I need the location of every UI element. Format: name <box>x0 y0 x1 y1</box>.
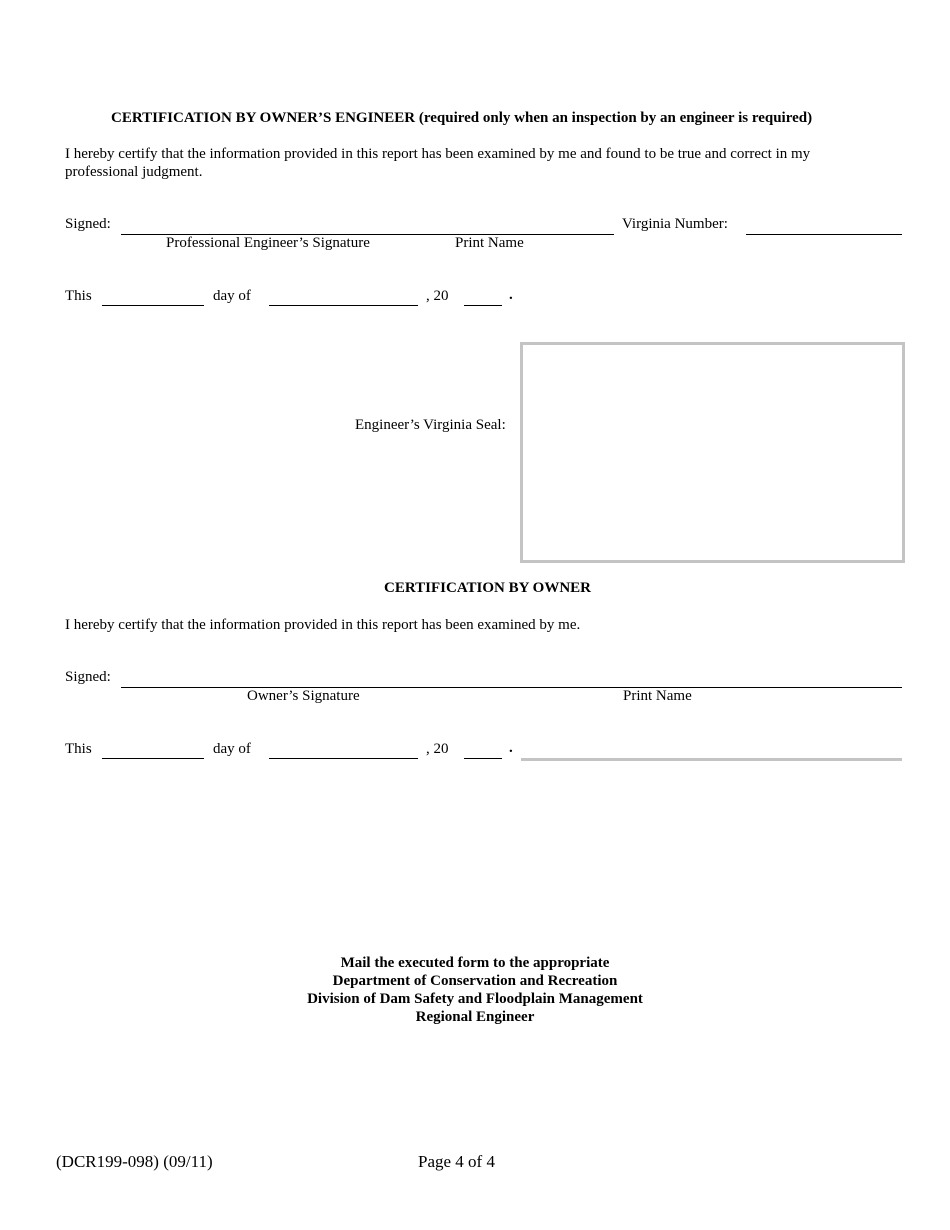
page-number: Page 4 of 4 <box>418 1152 495 1171</box>
engineer-period: . <box>509 287 513 303</box>
engineer-signature-caption: Professional Engineer’s Signature <box>166 235 370 251</box>
mail-instruction-line-2: Department of Conservation and Recreation <box>332 973 618 989</box>
mail-instruction-line-1: Mail the executed form to the appropriate <box>340 955 610 971</box>
engineer-this-label: This <box>65 288 92 304</box>
owner-certification-heading: CERTIFICATION BY OWNER <box>384 580 591 596</box>
engineer-certification-statement: I hereby certify that the information provided in this report has been examined by me and found to be true and correct in my professional judgment. <box>65 146 811 180</box>
engineer-year-prefix: , 20 <box>426 288 449 304</box>
mail-instruction-line-3: Division of Dam Safety and Floodplain Management <box>307 991 643 1007</box>
owner-day-of-label: day of <box>213 741 251 757</box>
engineer-print-name-caption: Print Name <box>455 235 524 251</box>
mail-instruction-line-4: Regional Engineer <box>415 1009 535 1025</box>
virginia-number-label: Virginia Number: <box>622 216 728 232</box>
owner-year-prefix: , 20 <box>426 741 449 757</box>
engineer-signed-label: Signed: <box>65 216 111 232</box>
owner-year-line[interactable] <box>464 758 502 759</box>
virginia-number-line[interactable] <box>746 234 902 235</box>
owner-gray-rule <box>521 758 902 761</box>
owner-signature-caption: Owner’s Signature <box>247 688 360 704</box>
engineer-month-line[interactable] <box>269 305 418 306</box>
engineer-seal-label: Engineer’s Virginia Seal: <box>355 417 506 433</box>
owner-day-line[interactable] <box>102 758 204 759</box>
owner-period: . <box>509 740 513 756</box>
form-number: (DCR199-098) (09/11) <box>56 1152 213 1171</box>
engineer-day-line[interactable] <box>102 305 204 306</box>
owner-signature-line[interactable] <box>121 687 902 688</box>
engineer-day-of-label: day of <box>213 288 251 304</box>
engineer-year-line[interactable] <box>464 305 502 306</box>
owner-month-line[interactable] <box>269 758 418 759</box>
owner-print-name-caption: Print Name <box>623 688 692 704</box>
owner-signed-label: Signed: <box>65 669 111 685</box>
owner-certification-statement: I hereby certify that the information provided in this report has been examined by me. <box>65 617 581 633</box>
engineer-certification-heading: CERTIFICATION BY OWNER’S ENGINEER (required only when an inspection by an engineer is required) <box>111 110 813 126</box>
owner-this-label: This <box>65 741 92 757</box>
engineer-seal-box <box>520 342 905 563</box>
